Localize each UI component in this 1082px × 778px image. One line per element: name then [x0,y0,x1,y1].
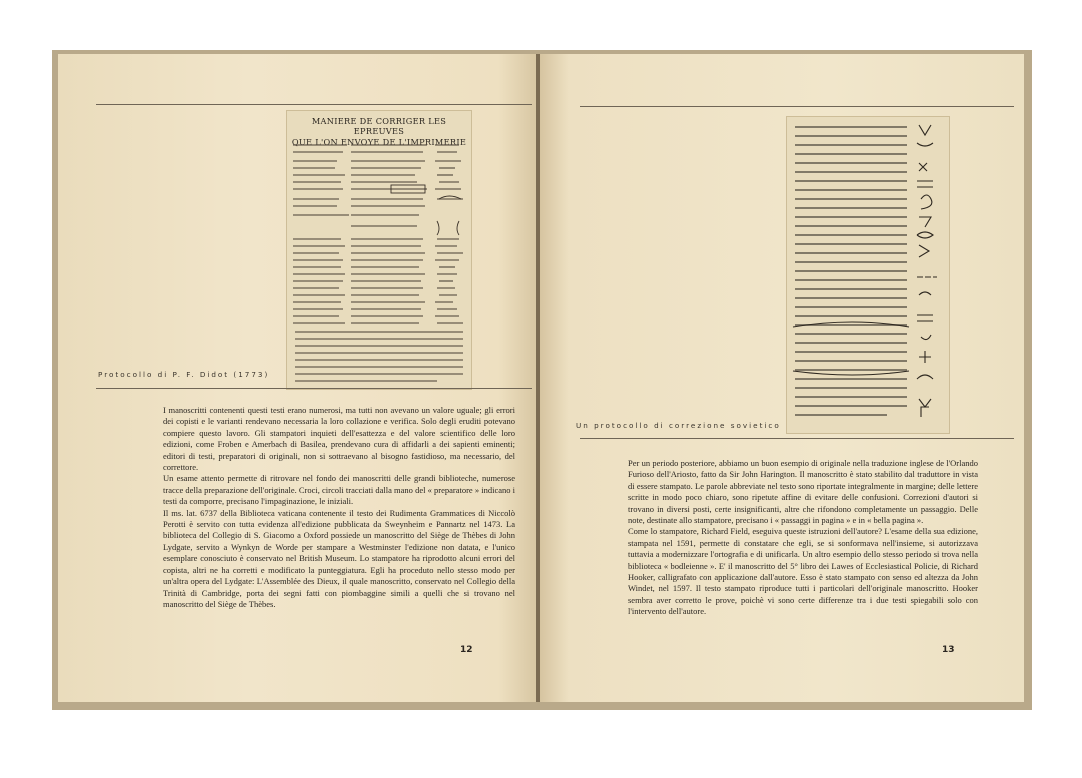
book-spread [52,50,1032,710]
top-rule [96,104,532,105]
top-rule [580,106,1014,107]
didot-proof-figure [286,110,472,390]
paragraph: Come lo stampatore, Richard Field, eseguiva queste istruzioni dell'autore? L'esame della sua edizione, stampata nel 1591, permette di constatare che egli, se si sonformava nell'insieme, si autorizzava tuttavia a modernizzare l'ortografia e di unificarla. Un altro esempio dello stesso periodo si trova nella biblioteca « bodleienne ». E' il manoscritto del 5° libro dei Lawes of Ecclesiastical Policie, di Richard Hooker, calligrafato con applicazione dall'autore. Esso è stato stampato con senso ed altezza da John Windet, nel 1597. Il testo stampato riproduce tutti i particolari dell'originale manoscritto. Hooker sembra aver corretto le prove, poichè vi sono certe differenze tra i due testi spiegabili solo con l'intervento dell'autore. [628,526,978,617]
paragraph: Per un periodo posteriore, abbiamo un buon esempio di originale nella traduzione inglese de l'Orlando Furioso dell'Ariosto, fatto da Sir John Harington. Il manoscritto è stato stabilito dal traduttore in vista di essere stampato. Le parole abbreviate nel testo sono riportate integralmente in margine; delle lettere scritte in modo poco chiaro, sono ripetute affine di evitare delle confusioni. Correzioni d'autori si trovano in diversi posti, certe insignificanti, altre che rifondono completamente un passaggio. Delle note, destinate allo stampatore, precisano i « passaggi in pagina » e in « bella pagina ». [628,458,978,526]
right-page [540,54,1024,702]
page-number: 13 [942,645,955,655]
right-body-text [628,458,978,618]
caption-rule [580,438,1014,439]
paragraph: Un esame attento permette di ritrovare nel fondo dei manoscritti delle grandi biblioteche, numerose tracce della preparazione dell'originale. Croci, circoli tracciati dalla mano del « preparatore » indicano i testi da comporre, precisano l'impaginazione, le iniziali. [163,473,515,507]
figure-title-line-2: QUE L'ON ENVOYE DE L'IMPRIMERIE [291,137,467,147]
paragraph: Il ms. lat. 6737 della Biblioteca vaticana contenente il testo dei Rudimenta Grammatices di Niccolò Perotti è servito con tutta evidenza all'edizione pubblicata da Sweynheim e Pannartz nel 1473. La biblioteca del Collegio di S. Giacomo a Oxford possiede un manoscritto del Siège de Thèbes di John Lydgate, servito a Wynkyn de Worde per stampare a Westminster l'edizione non datata, e l'unico esemplare conosciuto è conservato nel British Museum. Lo stampatore ha riprodotto alcuni errori del copista, altri ne ha corretti e modificato la punteggiatura. Egli ha proceduto nello stesso modo per un'altra opera del Lydgate: L'Assemblée des Dieux, il quale manoscritto, conservato nel Collegio della Trinità di Cambridge, porta dei segni fatti con piombaggine simili a quelli che si trovano nel manoscritto del Siège de Thèbes. [163,507,515,609]
figure-text-scan [787,117,949,433]
figure-title-line-1: MANIERE DE CORRIGER LES EPREUVES [311,116,447,136]
figure-caption: Un protocollo di correzione sovietico [576,421,781,430]
left-body-text [163,405,515,610]
page-number: 12 [460,645,473,655]
left-page [58,54,536,702]
figure-text-scan [287,111,471,389]
figure-caption: Protocollo di P. F. Didot (1773) [98,370,270,379]
soviet-proof-figure [786,116,950,434]
caption-rule [96,388,532,389]
paragraph: I manoscritti contenenti questi testi erano numerosi, ma tutti non avevano un valore uguale; gli errori dei copisti e le varianti rendevano necessaria la loro collazione e verifica. Solo degli eruditi potevano compiere questo lavoro. Gli stampatori inquieti dell'esattezza e del valore scientifico delle loro edizioni, come Froben e Amerbach di Basilea, prendevano cura di affidarli a dei sapienti eminenti; editori di testi, preparatori di originali, non si sottraevano al bisogno fastidioso, ma necessario, del correttore. [163,405,515,473]
